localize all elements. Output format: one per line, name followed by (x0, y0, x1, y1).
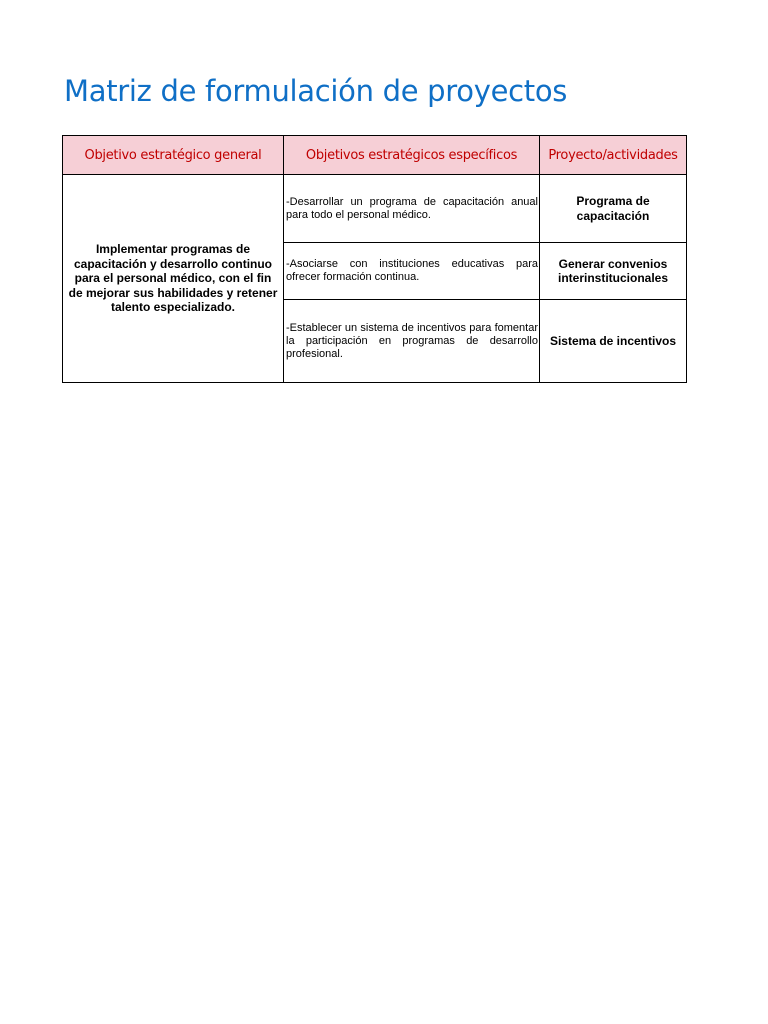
project-cell: Generar convenios interinstitucionales (540, 243, 687, 300)
table-header-row (63, 136, 687, 175)
header-general-objective: Objetivo estratégico general (63, 136, 284, 175)
page-title: Matriz de formulación de proyectos (64, 74, 568, 108)
specific-objective-cell: -Establecer un sistema de incentivos para fomentar la participación en programas de desarrollo profesional. (284, 300, 540, 383)
header-projects-activities: Proyecto/actividades (540, 136, 687, 175)
specific-objective-cell: -Asociarse con instituciones educativas para ofrecer formación continua. (284, 243, 540, 300)
header-specific-objectives: Objetivos estratégicos específicos (284, 136, 540, 175)
project-cell: Sistema de incentivos (540, 300, 687, 383)
table-row (63, 175, 687, 243)
general-objective-cell: Implementar programas de capacitación y desarrollo continuo para el personal médico, con el fin de mejorar sus habilidades y retener talento especializado. (63, 175, 284, 383)
specific-objective-cell: -Desarrollar un programa de capacitación anual para todo el personal médico. (284, 175, 540, 243)
project-cell: Programa de capacitación (540, 175, 687, 243)
project-matrix-table (62, 135, 687, 383)
